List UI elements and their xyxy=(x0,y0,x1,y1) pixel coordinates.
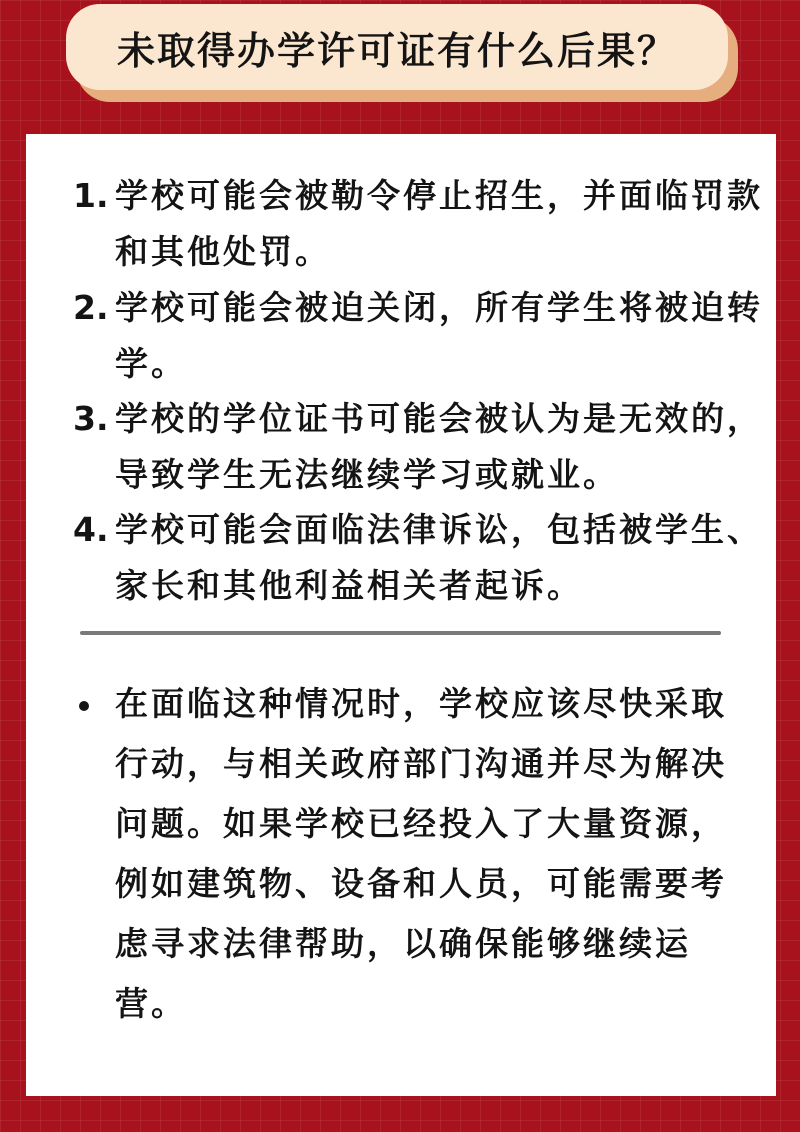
item-text: 学校可能会面临法律诉讼，包括被学生、家长和其他利益相关者起诉。 xyxy=(115,510,763,605)
item-text: 学校的学位证书可能会被认为是无效的，导致学生无法继续学习或就业。 xyxy=(115,399,763,494)
page-title: 未取得办学许可证有什么后果？ xyxy=(116,28,677,73)
content-card xyxy=(26,134,776,1096)
item-text: 学校可能会被迫关闭，所有学生将被迫转学。 xyxy=(115,288,763,383)
item-number: 1. xyxy=(73,176,109,215)
note-text: 在面临这种情况时，学校应该尽快采取行动，与相关政府部门沟通并尽为解决问题。如果学校已经投入了大量资源，例如建筑物、设备和人员，可能需要考虑寻求法律帮助，以确保能够继续运营。 xyxy=(115,684,727,1023)
item-number: 3. xyxy=(73,399,109,438)
list-item xyxy=(73,168,763,280)
item-number: 2. xyxy=(73,288,109,327)
item-number: 4. xyxy=(73,510,109,549)
title-pill xyxy=(66,4,728,90)
title-banner xyxy=(66,4,738,102)
list-item xyxy=(73,280,763,392)
list-item xyxy=(73,391,763,503)
bullet-icon xyxy=(79,701,89,711)
item-text: 学校可能会被勒令停止招生，并面临罚款和其他处罚。 xyxy=(115,176,763,271)
divider xyxy=(80,631,721,635)
list-item xyxy=(73,502,763,614)
note-paragraph xyxy=(73,674,763,1034)
